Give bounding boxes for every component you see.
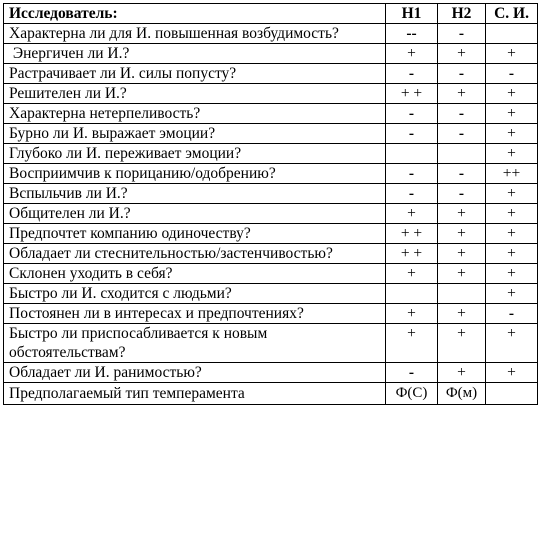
h1-cell: - [386, 184, 438, 204]
question-cell: Решителен ли И.? [4, 84, 386, 104]
self-cell: + [486, 84, 538, 104]
self-cell: + [486, 184, 538, 204]
question-cell: Предпочтет компанию одиночеству? [4, 224, 386, 244]
question-cell: Растрачивает ли И. силы попусту? [4, 64, 386, 84]
self-cell: + [486, 363, 538, 383]
question-cell: Быстро ли И. сходится с людьми? [4, 284, 386, 304]
h2-cell [438, 284, 486, 304]
table-row [4, 84, 538, 104]
self-cell: - [486, 304, 538, 324]
table-row [4, 383, 538, 405]
questionnaire-table-wrapper [3, 3, 538, 405]
h1-cell: - [386, 64, 438, 84]
question-cell: Глубоко ли И. переживает эмоции? [4, 144, 386, 164]
h1-cell [386, 144, 438, 164]
h2-cell: - [438, 64, 486, 84]
h1-cell: - [386, 124, 438, 144]
h1-cell: - [386, 104, 438, 124]
question-cell: Быстро ли приспосабливается к новым обстоятельствам? [4, 324, 386, 363]
h2-cell: - [438, 24, 486, 44]
h2-cell: + [438, 324, 486, 363]
h2-cell: - [438, 104, 486, 124]
header-h2: Н2 [438, 4, 486, 24]
h1-cell: + [386, 264, 438, 284]
question-cell: Бурно ли И. выражает эмоции? [4, 124, 386, 144]
self-cell: + [486, 244, 538, 264]
self-cell: + [486, 284, 538, 304]
self-cell: + [486, 104, 538, 124]
question-cell: Характерна нетерпеливость? [4, 104, 386, 124]
self-cell: + [486, 124, 538, 144]
h1-cell: + [386, 304, 438, 324]
question-cell: Постоянен ли в интересах и предпочтениях? [4, 304, 386, 324]
question-cell: Обладает ли стеснительностью/застенчивостью? [4, 244, 386, 264]
table-row [4, 124, 538, 144]
self-cell: + [486, 44, 538, 64]
question-cell: Вспыльчив ли И.? [4, 184, 386, 204]
question-cell: Обладает ли И. ранимостью? [4, 363, 386, 383]
h1-cell: + + [386, 84, 438, 104]
table-row [4, 324, 538, 363]
self-cell: - [486, 64, 538, 84]
question-text: Энергичен ли И.? [9, 45, 130, 62]
header-h1: Н1 [386, 4, 438, 24]
self-cell: + [486, 144, 538, 164]
self-cell: + [486, 224, 538, 244]
table-row [4, 204, 538, 224]
h2-cell: + [438, 84, 486, 104]
self-cell [486, 383, 538, 405]
table-row [4, 184, 538, 204]
h2-cell: - [438, 164, 486, 184]
h2-cell: + [438, 363, 486, 383]
table-header-row [4, 4, 538, 24]
h1-cell: + + [386, 224, 438, 244]
question-cell: Склонен уходить в себя? [4, 264, 386, 284]
table-row [4, 304, 538, 324]
h1-cell: + + [386, 244, 438, 264]
table-row [4, 64, 538, 84]
h1-cell: - [386, 363, 438, 383]
table-row [4, 244, 538, 264]
table-row [4, 284, 538, 304]
header-question: Исследователь: [4, 4, 386, 24]
question-cell [4, 44, 386, 64]
table-row [4, 144, 538, 164]
self-cell [486, 24, 538, 44]
self-cell: ++ [486, 164, 538, 184]
self-cell: + [486, 264, 538, 284]
h2-cell: - [438, 184, 486, 204]
table-row [4, 224, 538, 244]
h2-cell: - [438, 124, 486, 144]
question-cell: Характерна ли для И. повышенная возбудимость? [4, 24, 386, 44]
header-self: С. И. [486, 4, 538, 24]
h2-cell [438, 144, 486, 164]
h1-cell [386, 284, 438, 304]
h2-cell: Ф(м) [438, 383, 486, 405]
question-cell: Предполагаемый тип темперамента [4, 383, 386, 405]
table-row [4, 104, 538, 124]
h1-cell: -- [386, 24, 438, 44]
h2-cell: + [438, 204, 486, 224]
h1-cell: + [386, 44, 438, 64]
h1-cell: + [386, 324, 438, 363]
h2-cell: + [438, 244, 486, 264]
h2-cell: + [438, 44, 486, 64]
question-cell: Общителен ли И.? [4, 204, 386, 224]
h1-cell: Ф(С) [386, 383, 438, 405]
h1-cell: - [386, 164, 438, 184]
self-cell: + [486, 324, 538, 363]
self-cell: + [486, 204, 538, 224]
table-row [4, 164, 538, 184]
table-row [4, 363, 538, 383]
h2-cell: + [438, 224, 486, 244]
h2-cell: + [438, 304, 486, 324]
h2-cell: + [438, 264, 486, 284]
questionnaire-table [3, 3, 538, 405]
table-row [4, 264, 538, 284]
table-row [4, 44, 538, 64]
h1-cell: + [386, 204, 438, 224]
table-row [4, 24, 538, 44]
question-cell: Восприимчив к порицанию/одобрению? [4, 164, 386, 184]
